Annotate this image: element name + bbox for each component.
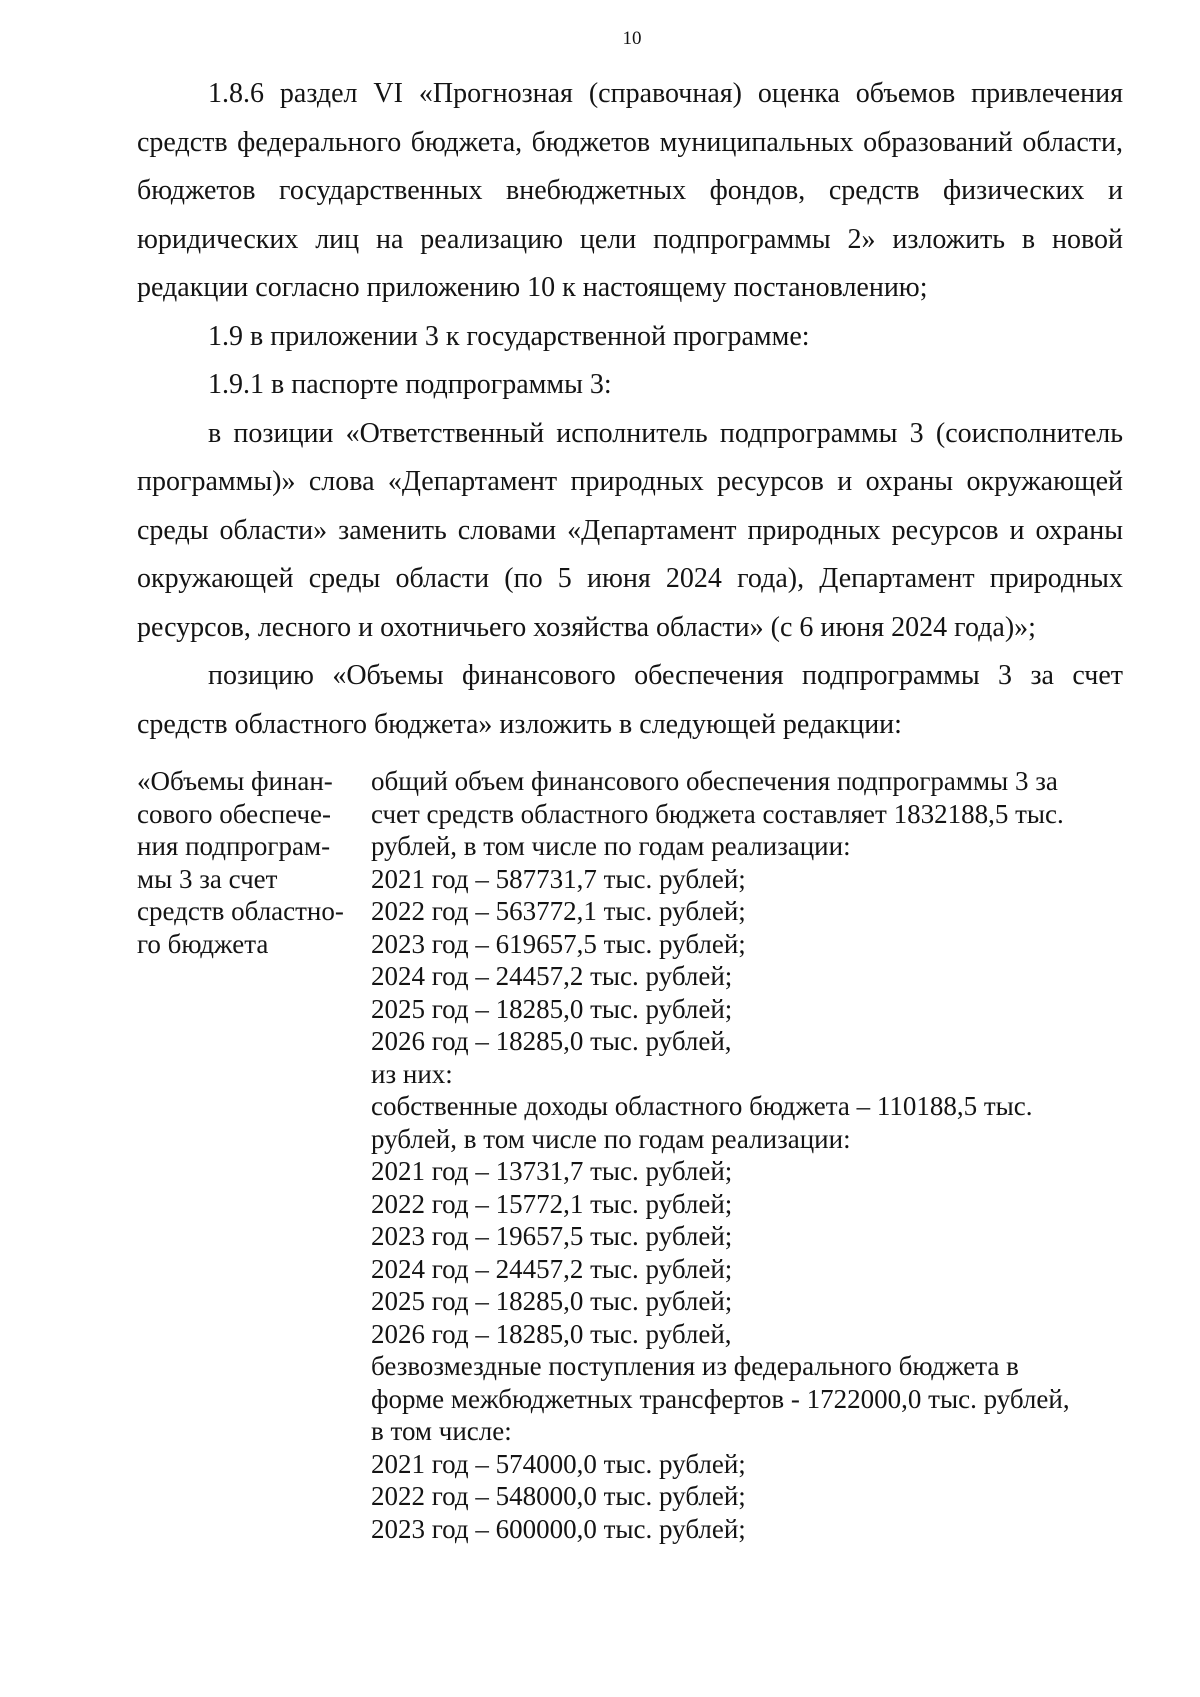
value-line: собственные доходы областного бюджета – 110188,5 тыс. bbox=[371, 1091, 1033, 1121]
label-line: ния подпрограм- bbox=[137, 831, 331, 861]
value-line: форме межбюджетных трансфертов - 1722000,0 тыс. рублей, bbox=[371, 1383, 1070, 1414]
value-line: 2025 год – 18285,0 тыс. рублей; bbox=[371, 1286, 733, 1316]
label-line: средств областно- bbox=[137, 896, 344, 926]
value-line: из них: bbox=[371, 1058, 453, 1089]
value-line: 2022 год – 563772,1 тыс. рублей; bbox=[371, 896, 746, 926]
paragraph-1-9-1: 1.9.1 в паспорте подпрограммы 3: bbox=[208, 369, 612, 400]
value-line: 2025 год – 18285,0 тыс. рублей; bbox=[371, 993, 733, 1024]
label-line: сового обеспече- bbox=[137, 798, 332, 829]
page-number: 10 bbox=[622, 28, 642, 49]
funding-table-label-column bbox=[137, 765, 347, 960]
value-line: 2021 год – 587731,7 тыс. рублей; bbox=[371, 863, 746, 894]
value-line: 2026 год – 18285,0 тыс. рублей, bbox=[371, 1026, 732, 1056]
body-text bbox=[137, 70, 1123, 749]
paragraph-position-executor: в позиции «Ответственный исполнитель подпрограммы 3 (соисполнитель программы)» слова «Департамент природных ресурсов и охраны окружающей среды области» заменить словами «Департамент природных ресурсов и охраны окружающей среды области (по 5 июня 2024 года), Департамент природных ресурсов, лесного и охотничьего хозяйства области» (с 6 июня 2024 года)»; bbox=[137, 417, 1123, 643]
value-line: 2022 год – 548000,0 тыс. рублей; bbox=[371, 1481, 746, 1511]
label-line: «Объемы финан- bbox=[137, 766, 333, 796]
value-line: счет средств областного бюджета составляет 1832188,5 тыс. bbox=[371, 798, 1064, 829]
value-line: рублей, в том числе по годам реализации: bbox=[371, 831, 851, 861]
value-line: безвозмездные поступления из федерального бюджета в bbox=[371, 1351, 1019, 1381]
value-line: 2023 год – 619657,5 тыс. рублей; bbox=[371, 928, 746, 959]
value-line: в том числе: bbox=[371, 1416, 512, 1446]
value-line: общий объем финансового обеспечения подпрограммы 3 за bbox=[371, 766, 1058, 796]
label-line: мы 3 за счет bbox=[137, 863, 278, 894]
paragraph-1-8-6: 1.8.6 раздел VI «Прогнозная (справочная) оценка объемов привлечения средств федерального бюджета, бюджетов муниципальных образований области, бюджетов государственных внебюджетных фондов, средств физических и юридических лиц на реализацию цели подпрограммы 2» изложить в новой редакции согласно приложению 10 к настоящему постановлению; bbox=[137, 78, 1123, 303]
value-line: 2021 год – 13731,7 тыс. рублей; bbox=[371, 1156, 733, 1186]
value-line: 2026 год – 18285,0 тыс. рублей, bbox=[371, 1318, 732, 1349]
value-line: 2023 год – 19657,5 тыс. рублей; bbox=[371, 1221, 733, 1251]
paragraph-position-funding: позицию «Объемы финансового обеспечения подпрограммы 3 за счет средств областного бюджета» изложить в следующей редакции: bbox=[137, 660, 1123, 740]
label-line: го бюджета bbox=[137, 928, 269, 959]
value-line: 2023 год – 600000,0 тыс. рублей; bbox=[371, 1513, 746, 1544]
value-line: 2024 год – 24457,2 тыс. рублей; bbox=[371, 961, 733, 991]
value-line: 2024 год – 24457,2 тыс. рублей; bbox=[371, 1253, 733, 1284]
value-line: рублей, в том числе по годам реализации: bbox=[371, 1123, 851, 1154]
value-line: 2021 год – 574000,0 тыс. рублей; bbox=[371, 1448, 746, 1479]
value-line: 2022 год – 15772,1 тыс. рублей; bbox=[371, 1188, 733, 1219]
paragraph-1-9: 1.9 в приложении 3 к государственной программе: bbox=[208, 320, 810, 352]
funding-table-value-column bbox=[371, 765, 1131, 1545]
